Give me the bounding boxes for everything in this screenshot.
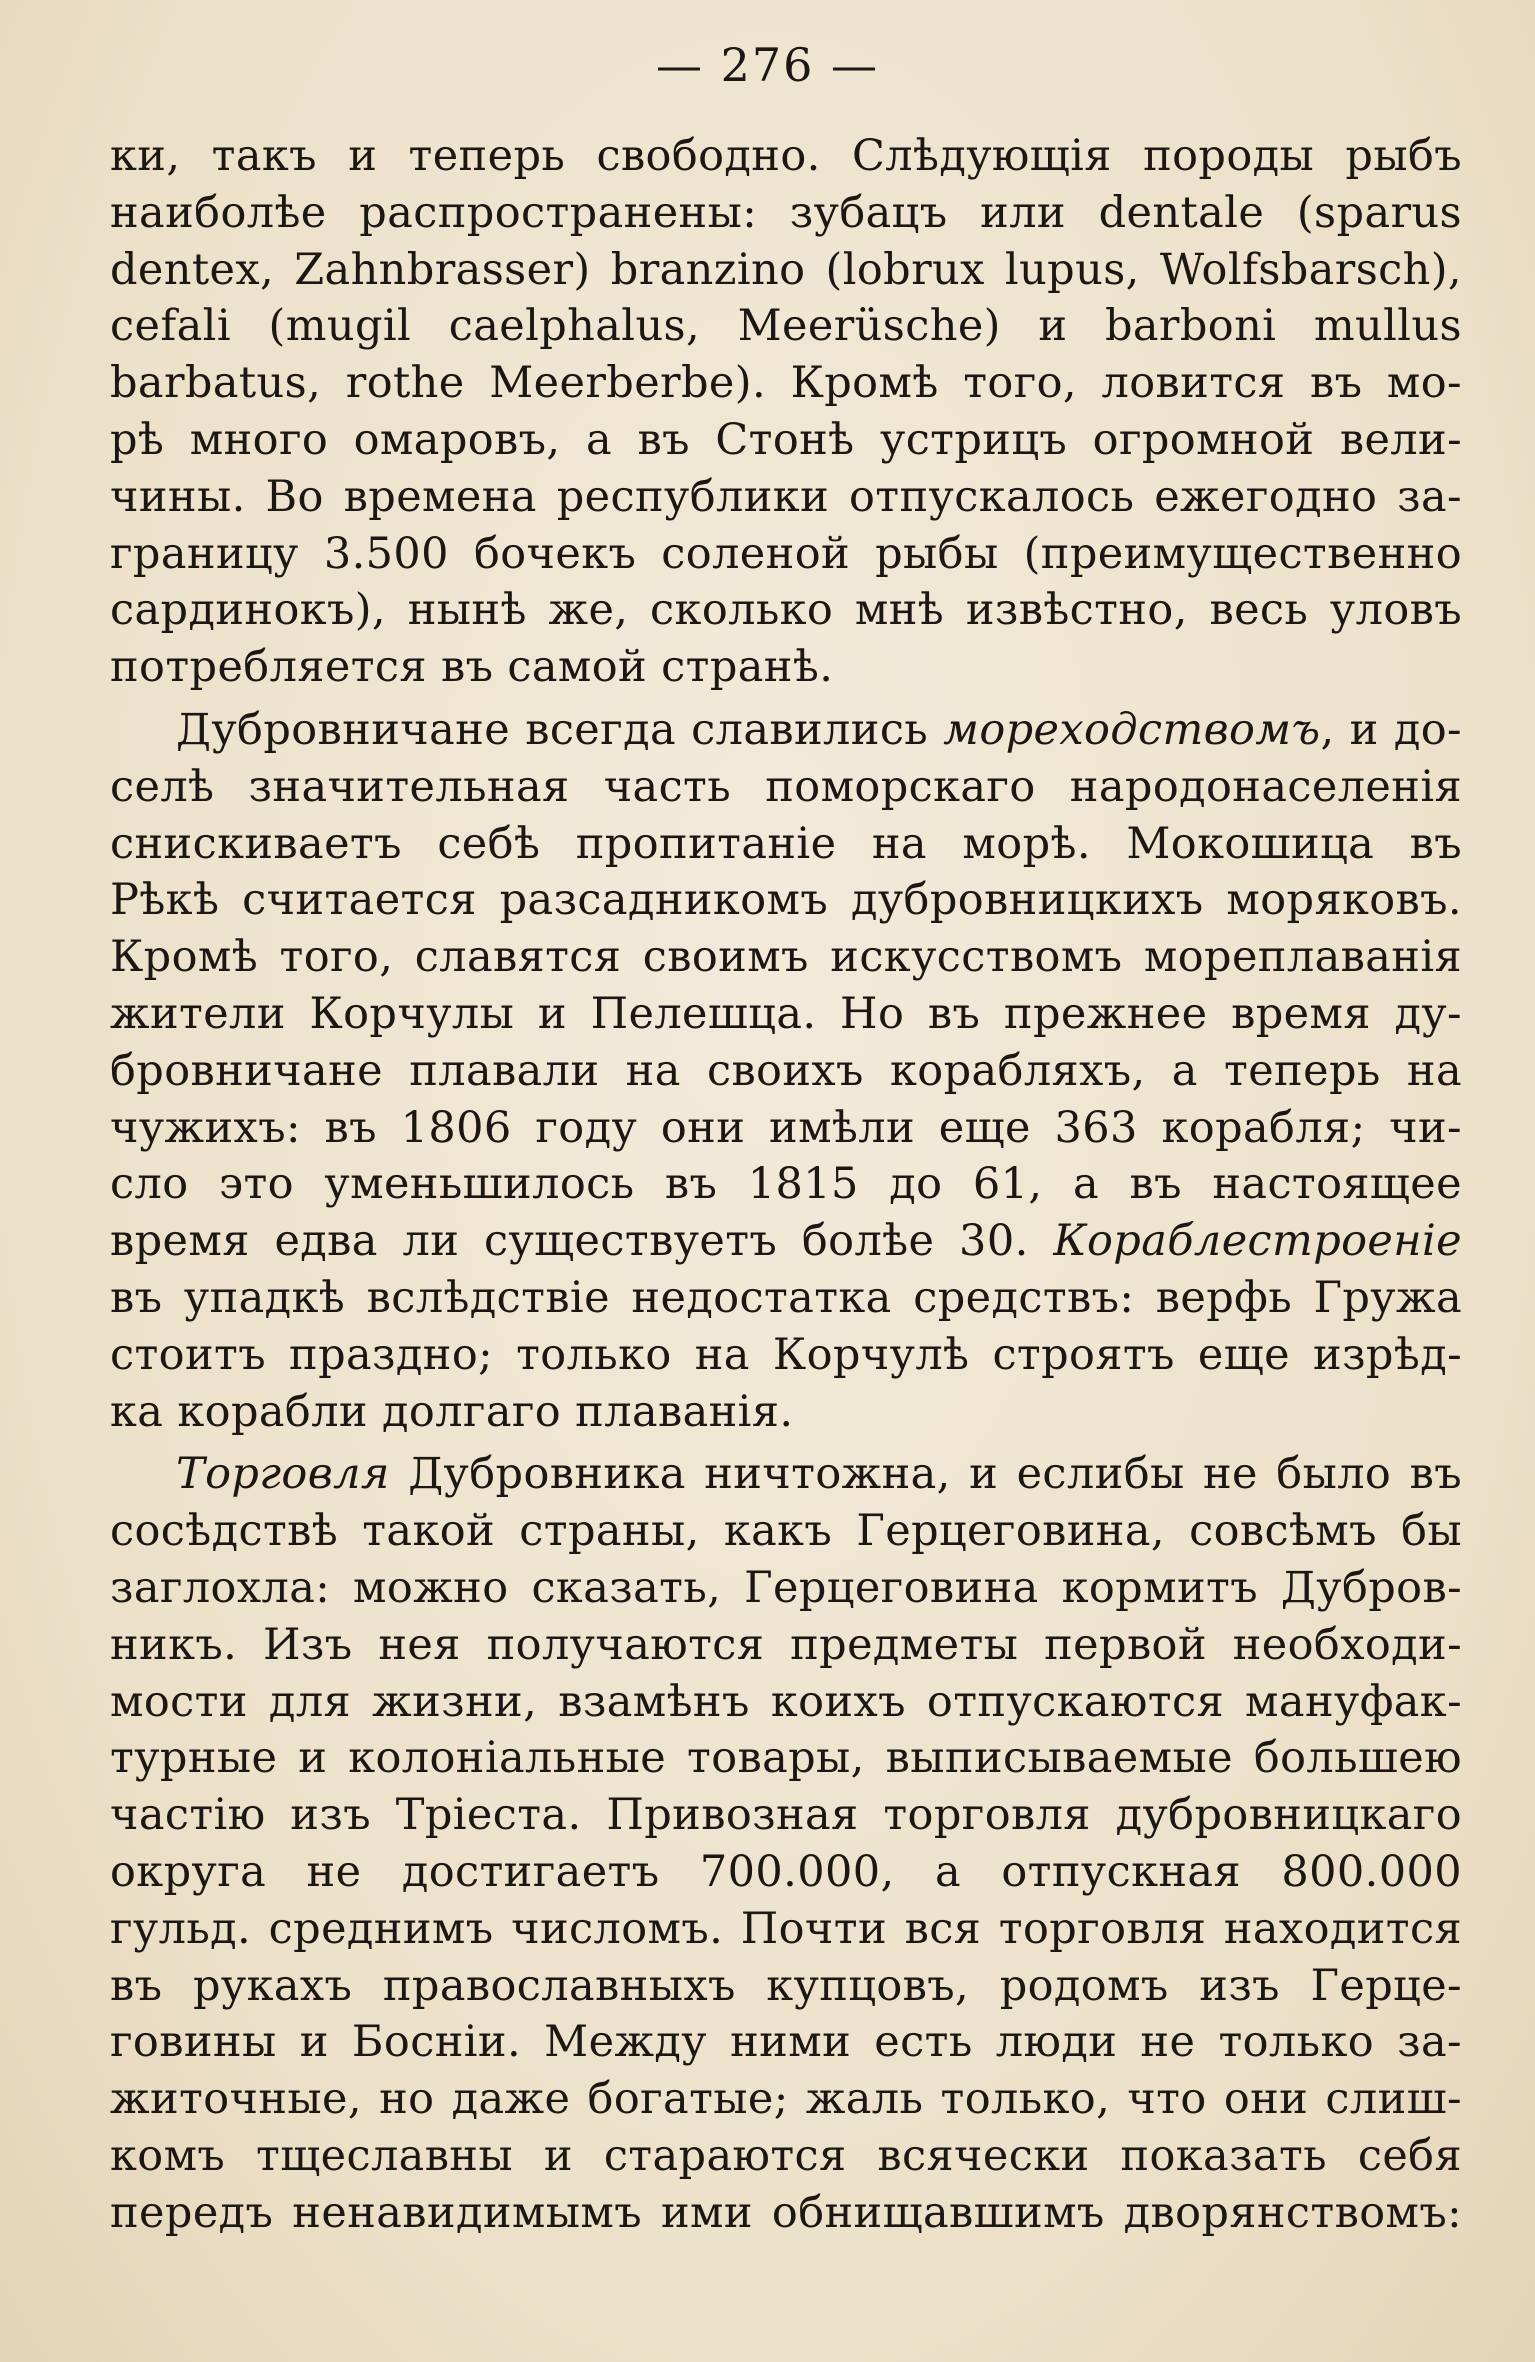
- text-line: заглохла: можно сказать, Герцеговина кормитъ Дубров-: [110, 1562, 1462, 1613]
- paragraph-trade: [110, 1446, 1462, 2241]
- text-line: Кромѣ того, славятся своимъ искусствомъ мореплаванія: [110, 932, 1462, 983]
- paragraph-fishing: [110, 128, 1462, 696]
- text-line: селѣ значительная часть поморскаго народонаселенія: [110, 761, 1462, 812]
- text-line: въ упадкѣ вслѣдствіе недостатка средствъ: верфь Гружа: [110, 1272, 1462, 1323]
- emphasized-term: мореходствомъ: [943, 704, 1321, 755]
- text-line: чины. Во времена республики отпускалось ежегодно за-: [110, 471, 1462, 522]
- text-line: Рѣкѣ считается разсадникомъ дубровницкихъ моряковъ.: [110, 875, 1462, 926]
- text-line: сло это уменьшилось въ 1815 до 61, а въ настоящее: [110, 1159, 1462, 1210]
- text-line: [110, 1213, 1462, 1270]
- text-line: житочные, но даже богатые; жаль только, что они слиш-: [110, 2074, 1462, 2125]
- text-line: гульд. среднимъ числомъ. Почти вся торговля находится: [110, 1903, 1462, 1954]
- text-line: ка корабли долгаго плаванія.: [110, 1386, 794, 1437]
- text-segment: Дубровничане всегда славились: [176, 704, 944, 755]
- page-number: — 276 —: [655, 38, 880, 92]
- text-line: округа не достигаетъ 700.000, а отпускная 800.000: [110, 1846, 1462, 1897]
- text-line: въ рукахъ православныхъ купцовъ, родомъ изъ Герце-: [110, 1960, 1462, 2011]
- text-line: снискиваетъ себѣ пропитаніе на морѣ. Мокошица въ: [110, 818, 1462, 869]
- text-line: чужихъ: въ 1806 году они имѣли еще 363 корабля; чи-: [110, 1102, 1462, 1153]
- text-line: barbatus, rothe Meerberbe). Кромѣ того, ловится въ мо-: [110, 358, 1462, 409]
- text-line: комъ тщеславны и стараются всячески показать себя: [110, 2130, 1462, 2181]
- emphasized-term: Торговля: [176, 1449, 390, 1500]
- text-line: никъ. Изъ нея получаются предметы первой необходи-: [110, 1619, 1462, 1670]
- text-line: частію изъ Тріеста. Привозная торговля дубровницкаго: [110, 1790, 1462, 1841]
- text-line: говины и Босніи. Между ними есть люди не только за-: [110, 2017, 1462, 2068]
- text-line: cefali (mugil caelphalus, Meerüsche) и barboni mullus: [110, 301, 1462, 352]
- text-line: границу 3.500 бочекъ соленой рыбы (преимущественно: [110, 528, 1462, 579]
- text-line: стоитъ праздно; только на Корчулѣ строятъ еще изрѣд-: [110, 1329, 1462, 1380]
- text-line: ки, такъ и теперь свободно. Слѣдующія породы рыбъ: [110, 131, 1462, 181]
- text-line: сосѣдствѣ такой страны, какъ Герцеговина, совсѣмъ бы: [110, 1506, 1462, 1557]
- text-line: мости для жизни, взамѣнъ коихъ отпускаются мануфак-: [110, 1676, 1462, 1727]
- text-line: бровничане плавали на своихъ корабляхъ, а теперь на: [110, 1045, 1462, 1096]
- text-segment: Дубровника ничтожна, и еслибы не было въ: [389, 1449, 1462, 1500]
- paragraph-seafaring: [110, 702, 1462, 1440]
- text-segment: время едва ли существуетъ болѣе 30.: [110, 1216, 1054, 1267]
- text-line: турные и колоніальные товары, выписываемые большею: [110, 1733, 1462, 1784]
- text-line: [110, 1446, 1462, 1503]
- text-line: наиболѣе распространены: зубацъ или dentale (sparus: [110, 187, 1462, 238]
- text-line: сардинокъ), нынѣ же, сколько мнѣ извѣстно, весь уловъ: [110, 585, 1462, 636]
- text-line: [110, 702, 1462, 759]
- body-text: [110, 128, 1462, 2247]
- emphasized-term: Кораблестроеніе: [1053, 1216, 1462, 1267]
- text-line: рѣ много омаровъ, а въ Стонѣ устрицъ огромной вели-: [110, 414, 1462, 465]
- text-line: передъ ненавидимымъ ими обнищавшимъ дворянствомъ:: [110, 2187, 1462, 2238]
- text-line: жители Корчулы и Пелешца. Но въ прежнее время ду-: [110, 988, 1462, 1039]
- text-line: dentex, Zahnbrasser) branzino (lobrux lupus, Wolfsbarsch),: [110, 244, 1462, 295]
- text-line: потребляется въ самой странѣ.: [110, 642, 834, 693]
- text-segment: , и до-: [1320, 704, 1462, 755]
